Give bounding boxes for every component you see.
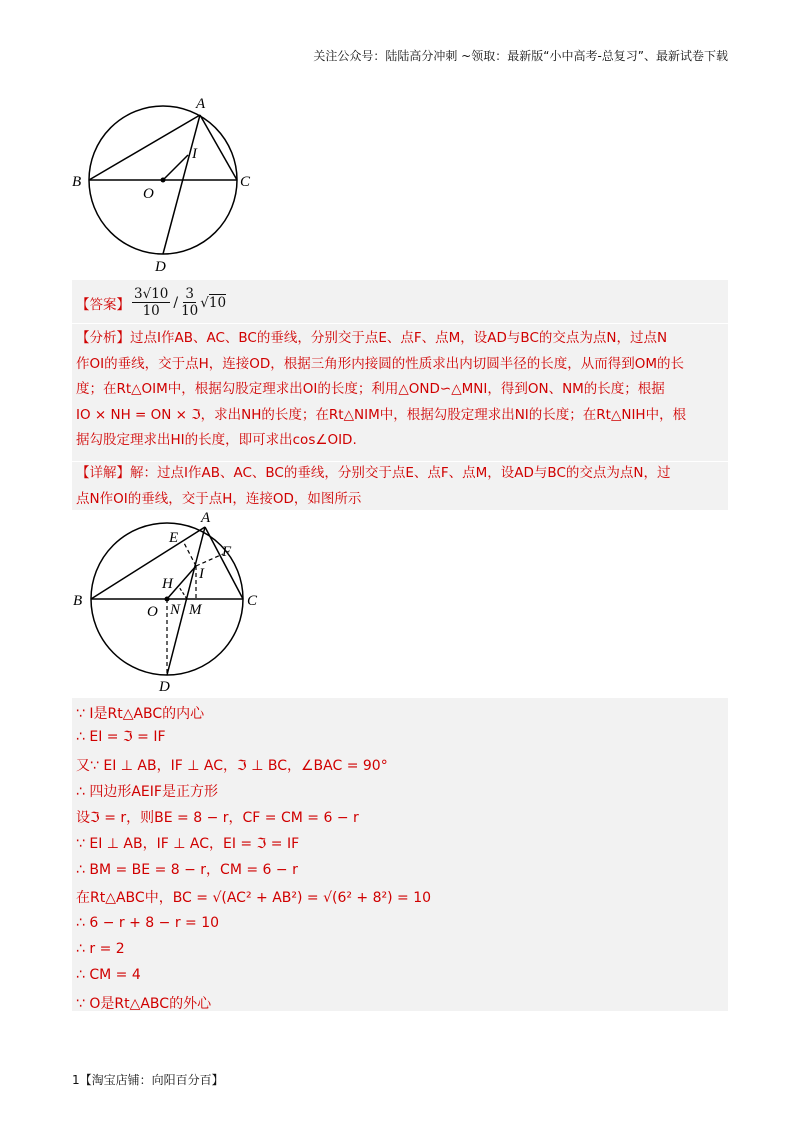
label-A: A	[201, 510, 211, 526]
label-H: H	[162, 576, 173, 592]
segment-AD	[163, 115, 200, 254]
label-A: A	[196, 96, 206, 112]
label-M: M	[189, 602, 202, 618]
step-line: 又∵ EI ⊥ AB，IF ⊥ AC，ℑ ⊥ BC，∠BAC = 90°	[76, 758, 388, 774]
label-I: I	[192, 146, 197, 162]
circle-figure-2	[72, 510, 262, 695]
perpendicular-IF	[196, 554, 223, 566]
fraction-1-denominator: 10	[142, 303, 160, 319]
answer-separator: /	[173, 294, 179, 311]
step-line: ∴ EI = ℑ = IF	[76, 729, 166, 745]
segment-AD	[167, 527, 205, 675]
analysis-line: 作OI的垂线，交于点H，连接OD，根据三角形内接圆的性质求出内切圆半径的长度，从而得到OM的长	[76, 355, 685, 372]
perpendicular-IE	[183, 541, 196, 566]
fraction-1-numerator: 3√10	[134, 286, 169, 302]
analysis-line: 度；在Rt△OIM中，根据勾股定理求出OI的长度；利用△OND∽△MNI，得到ON、NM的长度；根据	[76, 381, 665, 397]
step-line: ∵ O是Rt△ABC的外心	[76, 996, 212, 1012]
step-line: ∴ CM = 4	[76, 967, 141, 983]
analysis-line: 据勾股定理求出HI的长度，即可求出cos∠OID.	[76, 432, 357, 448]
detail-line: 【详解】解：过点I作AB、AC、BC的垂线，分别交于点E、点F、点M，设AD与BC的交点为点N，过	[76, 465, 671, 481]
detail-label: 【详解】	[76, 465, 130, 481]
label-O: O	[143, 186, 154, 202]
label-I: I	[199, 566, 204, 582]
detail-paragraph	[76, 461, 724, 512]
analysis-line: IO × NH = ON × ℑ，求出NH的长度；在Rt△NIM中，根据勾股定理求出NI的长度；在Rt△NIH中，根	[76, 406, 687, 423]
step-line: ∵ I是Rt△ABC的内心	[76, 706, 205, 722]
detail-line: 点N作OI的垂线，交于点H，连接OD，如图所示	[76, 490, 362, 507]
circle-figure-1	[70, 92, 270, 277]
step-line: ∴ 四边形AEIF是正方形	[76, 784, 218, 800]
fraction-2-numerator: 3	[185, 286, 194, 302]
step-line: 设ℑ = r，则BE = 8 − r，CF = CM = 6 − r	[76, 810, 359, 826]
label-O: O	[147, 604, 158, 620]
page-footer: 1【淘宝店铺：向阳百分百】	[72, 1073, 224, 1087]
segment-AC	[200, 115, 237, 180]
step-line: ∴ BM = BE = 8 − r，CM = 6 − r	[76, 862, 298, 878]
fraction-2-denominator: 10	[181, 303, 199, 319]
analysis-paragraph	[76, 326, 724, 454]
answer-fraction-2	[181, 286, 198, 319]
answer-radical: √10	[200, 294, 227, 311]
detail-block	[72, 462, 728, 510]
segment-AB	[91, 527, 205, 599]
analysis-block	[72, 324, 728, 461]
answer-block	[72, 280, 728, 323]
label-C: C	[240, 174, 251, 190]
analysis-line: 【分析】过点I作AB、AC、BC的垂线，分别交于点E、点F、点M，设AD与BC的交点为点N，过点N	[76, 330, 668, 346]
point-O	[165, 597, 170, 602]
step-line: 在Rt△ABC中，BC = √(AC² + AB²) = √(6² + 8²) = 10	[76, 890, 432, 906]
segment-AB	[89, 115, 200, 180]
page-header: 关注公众号：陆陆高分冲刺 ~领取：最新版“小中高考-总复习”、最新试卷下载	[313, 49, 728, 63]
segment-AC	[205, 527, 243, 599]
step-line: ∵ EI ⊥ AB，IF ⊥ AC，EI = ℑ = IF	[76, 836, 300, 852]
label-F: F	[222, 544, 232, 560]
perpendicular-NH	[179, 587, 187, 599]
solution-steps	[72, 698, 728, 1011]
label-D: D	[159, 679, 170, 695]
step-line: ∴ 6 − r + 8 − r = 10	[76, 915, 220, 931]
label-N: N	[170, 602, 181, 618]
radicand: 10	[208, 294, 227, 311]
label-B: B	[73, 593, 83, 609]
label-C: C	[247, 593, 258, 609]
analysis-label: 【分析】	[76, 330, 130, 346]
answer-label: 【答案】	[76, 296, 130, 313]
answer-fraction-1	[132, 286, 170, 319]
label-D: D	[155, 259, 166, 275]
step-line: ∴ r = 2	[76, 941, 125, 957]
label-E: E	[169, 530, 179, 546]
point-O	[161, 178, 166, 183]
label-B: B	[72, 174, 82, 190]
